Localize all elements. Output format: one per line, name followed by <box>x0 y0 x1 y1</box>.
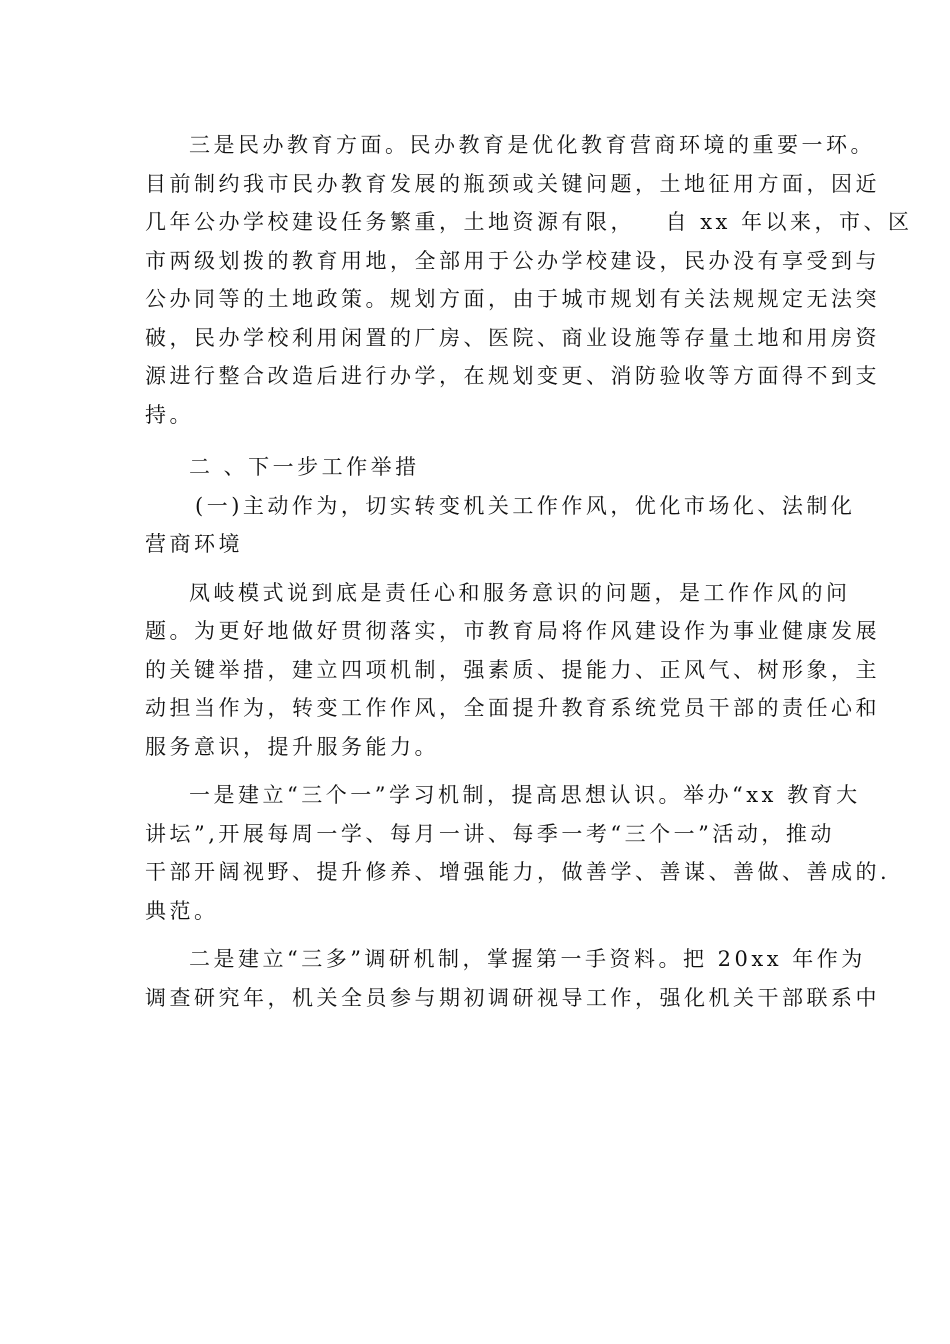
text-line: 讲坛”,开展每周一学、每月一讲、每季一考“三个一”活动，推动 <box>145 821 835 846</box>
text-line: (一)主动作为，切实转变机关工作作风，优化市场化、法制化 <box>195 493 856 518</box>
section-heading-next-steps: 二 、下一步工作举措 <box>189 455 420 479</box>
text-line: 几年公办学校建设任务繁重，土地资源有限， 自 xx 年以来，市、区 <box>145 210 913 234</box>
text-line: 公办同等的土地政策。规划方面，由于城市规划有关法规规定无法突 <box>145 287 880 311</box>
text-line: 服务意识，提升服务能力。 <box>145 734 439 759</box>
paragraph-research-mechanism <box>145 940 880 1017</box>
text-line: 典范。 <box>145 898 219 923</box>
subheading-work-style <box>145 487 856 564</box>
document-body <box>145 126 913 1017</box>
text-line: 干部开阔视野、提升修养、增强能力，做善学、善谋、善做、善成的. <box>145 860 891 884</box>
text-line: 调查研究年，机关全员参与期初调研视导工作，强化机关干部联系中 <box>145 985 880 1010</box>
paragraph-private-education <box>145 126 913 434</box>
text-line: 题。为更好地做好贯彻落实，市教育局将作风建设作为事业健康发展 <box>145 619 880 643</box>
text-line: 目前制约我市民办教育发展的瓶颈或关键问题，土地征用方面，因近 <box>145 171 880 196</box>
text-line: 营商环境 <box>145 532 243 556</box>
paragraph-fengqi-model <box>145 574 880 767</box>
text-line: 动担当作为，转变工作作风，全面提升教育系统党员干部的责任心和 <box>145 696 880 720</box>
text-line: 市两级划拨的教育用地，全部用于公办学校建设，民办没有享受到与 <box>145 248 880 273</box>
text-line: 持。 <box>145 402 194 427</box>
text-line: 三是民办教育方面。民办教育是优化教育营商环境的重要一环。 <box>189 133 875 157</box>
text-line: 源进行整合改造后进行办学，在规划变更、消防验收等方面得不到支 <box>145 364 880 388</box>
text-line: 一是建立“三个一”学习机制，提高思想认识。举办“xx 教育大 <box>189 783 861 807</box>
text-line: 凤岐模式说到底是责任心和服务意识的问题，是工作作风的问 <box>189 580 851 605</box>
text-line: 二是建立“三多”调研机制，掌握第一手资料。把 20xx 年作为 <box>189 947 866 971</box>
paragraph-learning-mechanism <box>145 776 891 930</box>
text-line: 破，民办学校利用闲置的厂房、医院、商业设施等存量土地和用房资 <box>145 325 880 350</box>
text-line: 的关键举措，建立四项机制，强素质、提能力、正风气、树形象，主 <box>145 657 880 682</box>
